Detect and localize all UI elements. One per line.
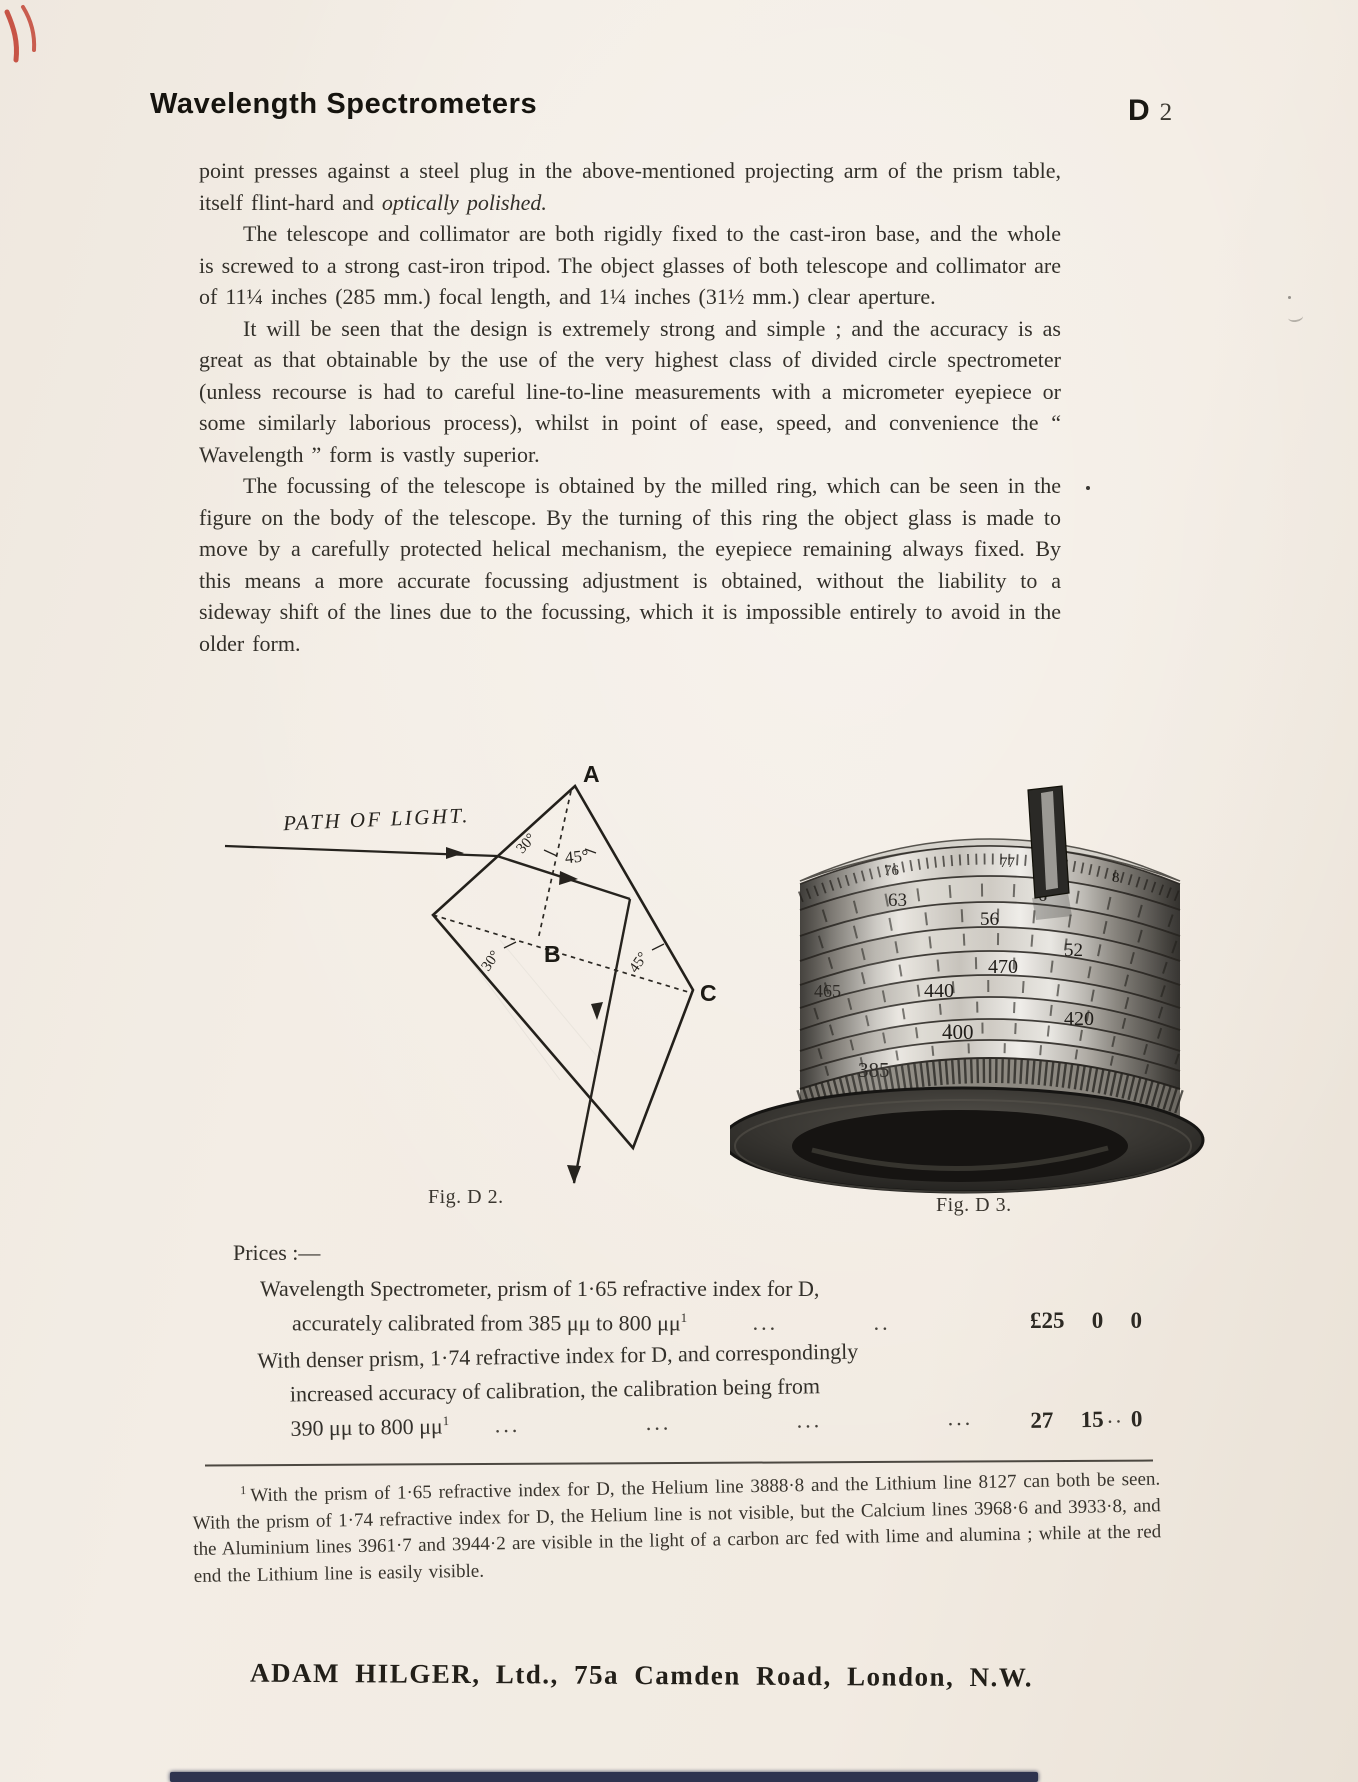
prices-heading: Prices :— bbox=[233, 1240, 321, 1265]
paragraph-1-italic: optically polished. bbox=[381, 189, 547, 215]
scan-mark-dot bbox=[1086, 486, 1090, 490]
footnote-text: With the prism of 1·65 refractive index for D, the Helium line 3888·8 and the Lithium line 8127 can both be seen. With the prism of 1·74 refractive index for D, the Helium line is not visible, but the Calcium lines 3968·6 and 3933·8, and the Aluminium lines 3961·7 and 3944·2 are visible in the light of a carbon arc fed with lime and alumina ; while at the red end the Lithium line is easily visible. bbox=[192, 1468, 1162, 1587]
dot-leader: ... bbox=[494, 1412, 521, 1438]
price-item-2-line-1: With denser prism, 1·74 refractive index for D, and correspondingly bbox=[257, 1338, 859, 1374]
dot-leader: ... bbox=[796, 1407, 823, 1433]
price-item-2-line-2: increased accuracy of calibration, the calibration being from bbox=[289, 1373, 821, 1407]
footnote bbox=[192, 1460, 1162, 1590]
dot-leader: ... bbox=[752, 1310, 779, 1336]
paragraph-1-text: point presses against a steel plug in the above-mentioned projecting arm of the prism table, itself flint-hard and bbox=[199, 158, 1061, 215]
angle-arrow bbox=[504, 942, 516, 948]
angle-30-left-label: 30° bbox=[478, 947, 504, 975]
scan-mark-squiggle bbox=[1287, 311, 1303, 323]
price-item-2-amount bbox=[1030, 1406, 1142, 1434]
vertex-c-label: C bbox=[700, 980, 717, 1006]
angle-45-top-label: 45° bbox=[563, 845, 590, 868]
footnote-marker: 1 bbox=[442, 1413, 450, 1429]
price-pence: 0 bbox=[1130, 1406, 1143, 1432]
price-shillings: 15 bbox=[1080, 1406, 1104, 1433]
dot-leader: ... bbox=[1098, 1402, 1125, 1429]
section-letter: D bbox=[1128, 94, 1150, 127]
angle-arrow bbox=[652, 944, 664, 950]
figure-d3-caption: Fig. D 3. bbox=[936, 1194, 1012, 1216]
footnote-marker: 1 bbox=[680, 1310, 688, 1325]
page-number bbox=[1128, 94, 1172, 128]
vertex-a-label: A bbox=[583, 761, 600, 787]
price-item-1-line-1: Wavelength Spectrometer, prism of 1·65 refractive index for D, bbox=[260, 1276, 820, 1301]
price-item-1-line-2 bbox=[292, 1310, 891, 1336]
exit-ray bbox=[574, 899, 630, 1183]
price-pence: 0 bbox=[1130, 1308, 1142, 1333]
angle-45-right-label: 45° bbox=[626, 949, 652, 976]
price-item-2-line-3 bbox=[290, 1402, 1124, 1441]
scan-mark-bottom-bar bbox=[170, 1772, 1038, 1782]
publisher-imprint: ADAM HILGER, Ltd., 75a Camden Road, London, N.W. bbox=[249, 1657, 1034, 1693]
dot-leader: ... bbox=[645, 1409, 672, 1436]
dot-leader: ... bbox=[947, 1405, 974, 1431]
exit-ray-end-arrow-icon bbox=[567, 1165, 581, 1184]
price-item-2-line-3-text: 390 μμ to 800 μμ bbox=[290, 1413, 443, 1441]
figure-d2-caption: Fig. D 2. bbox=[428, 1186, 504, 1208]
paragraph-2: The telescope and collimator are both rigidly fixed to the cast-iron base, and the whole is screwed to a strong cast-iron tripod. The object glasses of both telescope and collimator are of 11¼ inches (285 mm.) focal length, and 1¼ inches (31½ mm.) clear aperture. bbox=[199, 221, 1061, 309]
paragraph-1 bbox=[199, 155, 1061, 218]
paragraph-4: The focussing of the telescope is obtained by the milled ring, which can be seen in the figure on the body of the telescope. By the turning of this ring the object glass is made to move by a carefully protected helical mechanism, the eyepiece remaining always fixed. By this means a more accurate focussing adjustment is obtained, without the liability to a sideway shift of the lines due to the focussing, which it is impossible entirely to avoid in the older form. bbox=[199, 473, 1061, 656]
page-title: Wavelength Spectrometers bbox=[150, 88, 538, 120]
drum-base-opening bbox=[792, 1110, 1128, 1182]
price-shillings: 0 bbox=[1091, 1308, 1104, 1333]
footnote-number: 1 bbox=[240, 1483, 247, 1498]
price-pounds: 27 bbox=[1030, 1407, 1054, 1433]
prism-outline bbox=[433, 786, 693, 1148]
body-text bbox=[199, 155, 1061, 659]
figure-d2-prism-diagram bbox=[180, 760, 740, 1200]
angle-30-top-label: 30° bbox=[513, 830, 540, 857]
drum-shading bbox=[800, 830, 1180, 1130]
path-of-light-label: PATH OF LIGHT. bbox=[282, 803, 471, 836]
vertex-b-label: B bbox=[544, 941, 561, 967]
scan-mark-red-strokes bbox=[0, 0, 60, 90]
figure-d3-wavelength-drum bbox=[730, 770, 1220, 1220]
scan-mark-dot bbox=[1288, 296, 1291, 299]
price-item-1-line-2-text: accurately calibrated from 385 μμ to 800 μμ bbox=[292, 1310, 681, 1336]
paragraph-3: It will be seen that the design is extremely strong and simple ; and the accuracy is as great as that obtainable by the use of the very highest class of divided circle spectrometer (unless recourse is had to careful line-to-line measurements with a micrometer eyepiece or some similarly laborious process), whilst in point of ease, speed, and convenience the “ Wavelength ” form is vastly superior. bbox=[199, 315, 1061, 467]
page-number-value: 2 bbox=[1159, 99, 1173, 126]
internal-ray-arrow-icon bbox=[559, 871, 578, 885]
incoming-ray-arrow-icon bbox=[446, 847, 464, 859]
angle-arrow bbox=[544, 850, 557, 856]
shading-line bbox=[470, 960, 560, 1080]
exit-ray-mid-arrow-icon bbox=[591, 1002, 603, 1020]
dot-leader: .. bbox=[873, 1310, 891, 1336]
price-pounds: £25 bbox=[1030, 1308, 1065, 1333]
price-item-1-amount bbox=[1030, 1308, 1142, 1334]
